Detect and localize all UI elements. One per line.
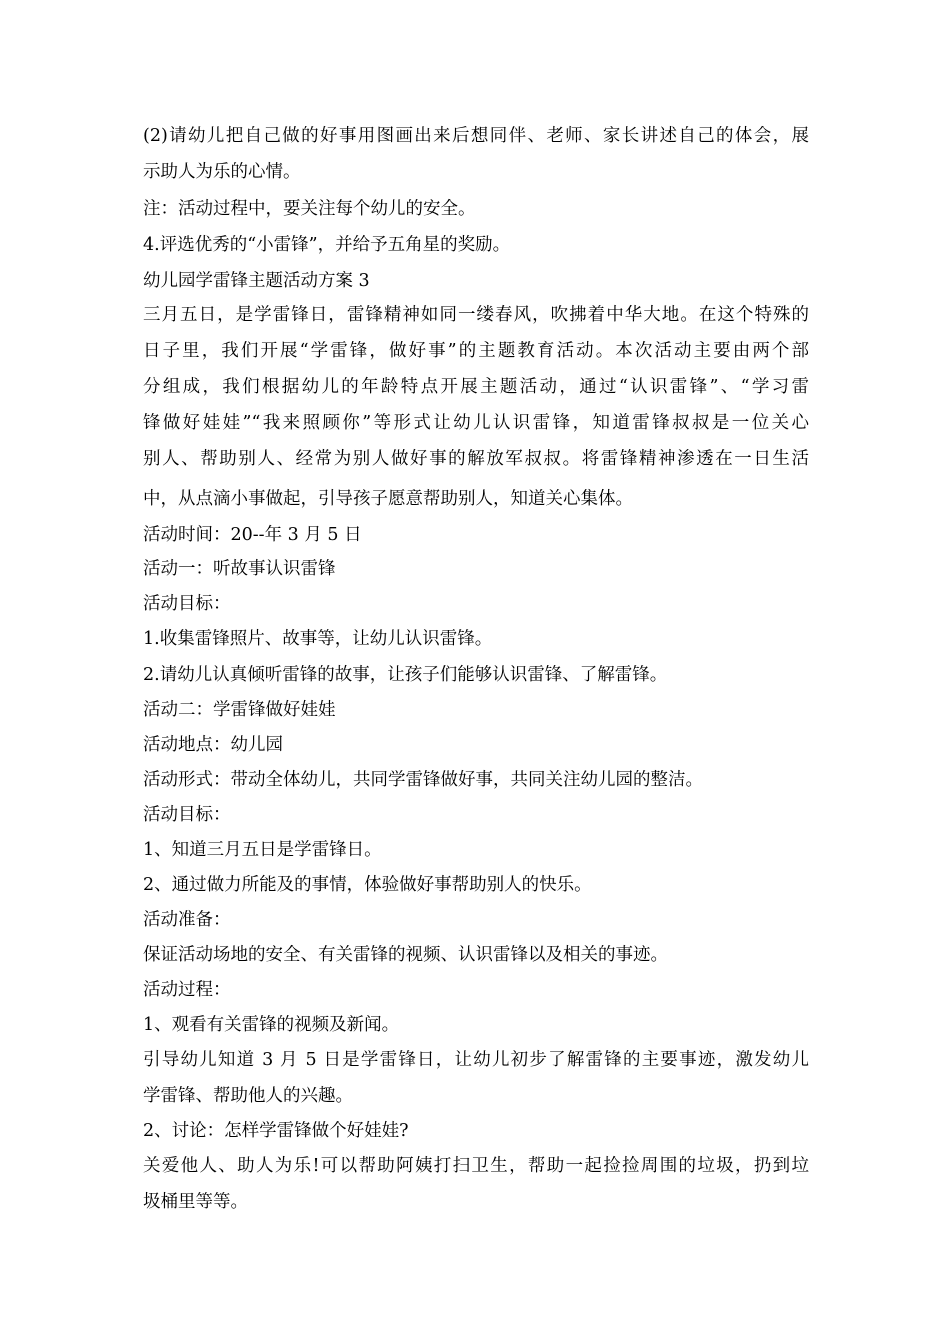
text-line: 活动过程： [143,980,231,1000]
text-line: 别人、帮助别人、经常为别人做好事的解放军叔叔。将雷锋精神渗透在一日生活 [143,449,809,469]
text-line: 注：活动过程中，要关注每个幼儿的安全。 [143,199,476,219]
text-line: 2、通过做力所能及的事情，体验做好事帮助别人的快乐。 [143,875,592,895]
text-line: 1、知道三月五日是学雷锋日。 [143,840,382,860]
text-line: 1.收集雷锋照片、故事等，让幼儿认识雷锋。 [143,629,493,649]
text-line: 活动目标： [143,594,231,614]
text-line: 引导幼儿知道 3 月 5 日是学雷锋日，让幼儿初步了解雷锋的主要事迹，激发幼儿 [143,1050,809,1070]
text-line: 活动二：学雷锋做好娃娃 [143,700,336,720]
text-line: 活动形式：带动全体幼儿，共同学雷锋做好事，共同关注幼儿园的整洁。 [143,770,703,790]
text-line: 学雷锋、帮助他人的兴趣。 [143,1086,353,1106]
text-line: 中，从点滴小事做起，引导孩子愿意帮助别人，知道关心集体。 [143,489,633,509]
text-line: 日子里，我们开展“学雷锋，做好事”的主题教育活动。本次活动主要由两个部 [143,341,809,361]
text-line: 锋做好娃娃”“我来照顾你”等形式让幼儿认识雷锋，知道雷锋叔叔是一位关心 [143,413,809,433]
text-line: 分组成，我们根据幼儿的年龄特点开展主题活动，通过“认识雷锋”、“学习雷 [143,377,809,397]
text-line: 活动一：听故事认识雷锋 [143,559,336,579]
text-line: 2、讨论：怎样学雷锋做个好娃娃? [143,1121,409,1141]
text-line: 示助人为乐的心情。 [143,162,301,182]
section-heading: 幼儿园学雷锋主题活动方案 3 [143,271,370,291]
text-line: 1、观看有关雷锋的视频及新闻。 [143,1015,400,1035]
text-line: 2.请幼儿认真倾听雷锋的故事，让孩子们能够认识雷锋、了解雷锋。 [143,665,668,685]
text-line: 活动目标： [143,805,231,825]
text-line: 三月五日，是学雷锋日，雷锋精神如同一缕春风，吹拂着中华大地。在这个特殊的 [143,305,809,325]
text-line: 活动准备： [143,910,231,930]
text-line: (2)请幼儿把自己做的好事用图画出来后想同伴、老师、家长讲述自己的体会，展 [143,126,809,146]
text-line: 活动地点：幼儿园 [143,735,283,755]
text-line: 保证活动场地的安全、有关雷锋的视频、认识雷锋以及相关的事迹。 [143,945,668,965]
text-line: 圾桶里等等。 [143,1192,248,1212]
text-line: 4.评选优秀的“小雷锋”，并给予五角星的奖励。 [143,235,511,255]
text-line: 关爱他人、助人为乐!可以帮助阿姨打扫卫生，帮助一起捡捡周围的垃圾，扔到垃 [143,1156,809,1176]
text-line: 活动时间：20--年 3 月 5 日 [143,525,362,545]
